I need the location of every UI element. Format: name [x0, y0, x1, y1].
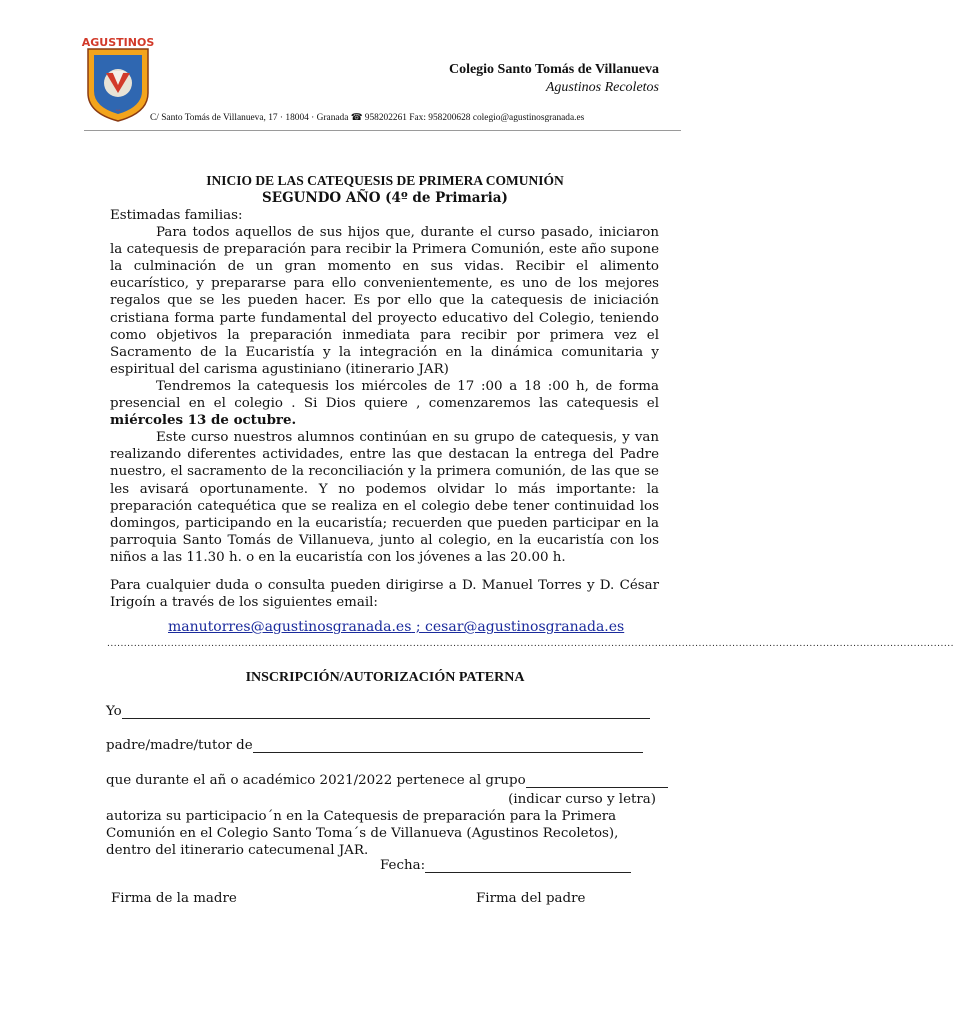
contact-emails: [168, 619, 624, 635]
course-row: [106, 773, 668, 788]
yo-label: Yo: [106, 704, 122, 719]
shield-logo-icon: [82, 33, 154, 123]
date-label: Fecha:: [380, 858, 426, 873]
tutor-row: [106, 738, 643, 753]
paragraph-1: Para todos aquellos de sus hijos que, durante el curso pasado, iniciaron la catequesis de preparación para recibir la Primera Comunión, este año supone la culminación de un gran momento en sus vidas. Recibir el alimento eucarístico, y prepararse para ello convenientemente, es uno de los mejores regalos que se les pueden hacer. Es por ello que la catequesis de iniciación cristiana forma parte fundamental del proyecto educativo del Colegio, teniendo como objetivos la preparación inmediata para recibir por primera vez el Sacramento de la Eucaristía y la integración en la dinámica comunitaria y espiritual del carisma agustiniano (itinerario JAR): [110, 225, 659, 377]
greeting: Estimadas familias:: [110, 208, 243, 223]
cut-line: ............................................................................................................................................................................................................................................................: [107, 639, 954, 649]
authorization-text: autoriza su participacio´n en la Catequesis de preparación para la Primera Comunión en el Colegio Santo Toma´s de Villanueva (Agustinos Recoletos), dentro del itinerario catecumenal JAR.: [106, 809, 619, 859]
notice-title: INICIO DE LAS CATEQUESIS DE PRIMERA COMUNIÓN: [206, 173, 564, 188]
svg-text:ꟷ: ꟷ: [115, 108, 121, 114]
paragraph-2: [110, 378, 659, 429]
email-link-manuel[interactable]: manutorres@agustinosgranada.es: [168, 619, 412, 635]
course-label: que durante el añ o académico 2021/2022 pertenece al grupo: [106, 773, 526, 788]
course-hint: (indicar curso y letra): [508, 792, 656, 807]
email-separator: ;: [411, 619, 426, 635]
tutor-label: padre/madre/tutor de: [106, 738, 253, 753]
date-field[interactable]: [425, 858, 631, 873]
start-date: miércoles 13 de octubre.: [110, 412, 297, 429]
svg-text:AGUSTINOS: AGUSTINOS: [81, 36, 155, 49]
school-logo: [82, 33, 154, 123]
paragraph-2-text: Tendremos la catequesis los miércoles de 17 :00 a 18 :00 h, de forma presencial en el colegio . Si Dios quiere , comenzaremos las catequesis el: [110, 378, 659, 412]
authorization-block: [106, 791, 659, 859]
date-row: [380, 858, 631, 873]
contact-paragraph: Para cualquier duda o consulta pueden dirigirse a D. Manuel Torres y D. César Irigoín a través de los siguientes email:: [110, 577, 659, 611]
school-subtitle: Agustinos Recoletos: [545, 80, 659, 95]
header-divider: [84, 130, 681, 131]
notice-subtitle: SEGUNDO AÑO (4º de Primaria): [262, 190, 508, 206]
form-title: INSCRIPCIÓN/AUTORIZACIÓN PATERNA: [245, 670, 525, 685]
paragraph-3: Este curso nuestros alumnos continúan en su grupo de catequesis, y van realizando diferentes actividades, entre las que destacan la entrega del Padre nuestro, el sacramento de la reconciliación y la primera comunión, de las que se les avisará oportunamente. Y no podemos olvidar lo más importante: la preparación catequética que se realiza en el colegio debe tener continuidad los domingos, participando en la eucaristía; recuerden que pueden participar en la parroquia Santo Tomás de Villanueva, junto al colegio, en la eucaristía con los niños a las 11.30 h. o en la eucaristía con los jóvenes a las 20.00 h.: [110, 430, 659, 565]
email-link-cesar[interactable]: cesar@agustinosgranada.es: [425, 619, 625, 635]
mother-signature-label: Firma de la madre: [111, 891, 237, 906]
yo-row: [106, 704, 650, 719]
father-signature-label: Firma del padre: [476, 891, 586, 906]
child-name-field[interactable]: [253, 738, 643, 753]
name-field[interactable]: [122, 704, 650, 719]
group-field[interactable]: [526, 773, 668, 788]
school-name: Colegio Santo Tomás de Villanueva: [448, 62, 659, 77]
notice-body: [110, 207, 659, 611]
school-address: C/ Santo Tomás de Villanueva, 17 · 18004 · Granada ☎ 958202261 Fax: 958200628 colegio@agustinosgranada.es: [150, 113, 585, 123]
